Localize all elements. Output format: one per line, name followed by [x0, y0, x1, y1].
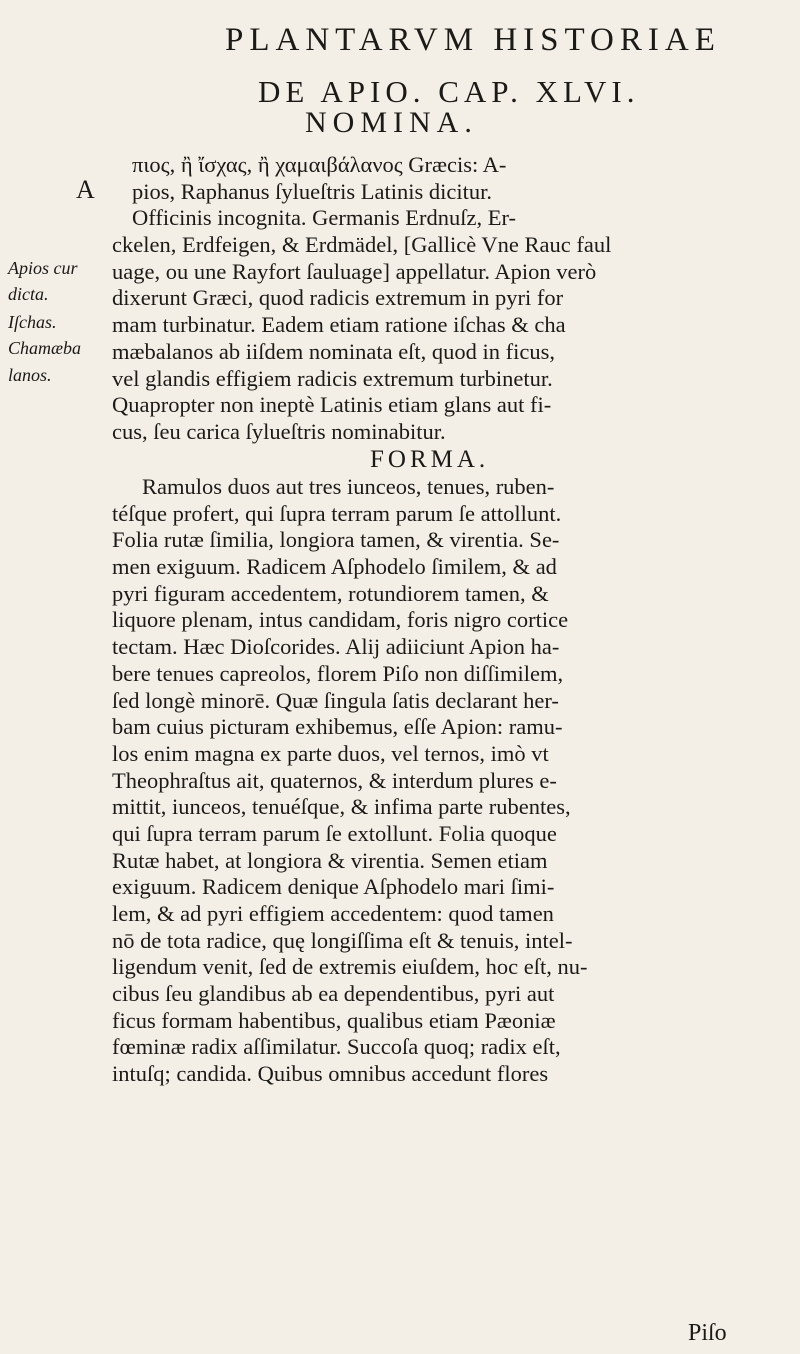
text-line: mittit, iunceos, tenuéſque, & infima parte rubentes,: [112, 794, 571, 820]
margin-note: Iſchas.: [8, 312, 57, 332]
chapter-heading: DE APIO. CAP. XLVI.: [258, 74, 640, 109]
text-line: qui ſupra terram parum ſe extollunt. Folia quoque: [112, 820, 557, 846]
text-line: men exiguum. Radicem Aſphodelo ſimilem, & ad: [112, 554, 557, 580]
catchword: Piſo: [688, 1320, 727, 1346]
text-line: uage, ou une Rayfort ſauluage] appellatur. Apion verò: [112, 258, 597, 284]
text-line: Theophraſtus ait, quaternos, & interdum plures e-: [112, 767, 557, 793]
text-line: intuſq; candida. Quibus omnibus accedunt flores: [112, 1061, 549, 1087]
margin-note: Chamæba: [8, 338, 82, 358]
text-line: Folia rutæ ſimilia, longiora tamen, & virentia. Se-: [112, 527, 560, 553]
text-line: mam turbinatur. Eadem etiam ratione iſchas & cha: [112, 312, 566, 338]
text-line: ficus formam habentibus, qualibus etiam Pæoniæ: [112, 1007, 556, 1033]
text-line: bere tenues capreolos, florem Piſo non diſſimilem,: [112, 660, 564, 686]
text-line: liquore plenam, intus candidam, foris nigro cortice: [112, 607, 569, 633]
text-line: ligendum venit, ſed de extremis eiuſdem, hoc eſt, nu-: [112, 954, 588, 980]
nomina-paragraph: [112, 152, 792, 446]
text-line: ckelen, Erdfeigen, & Erdmädel, [Gallicè Vne Rauc faul: [112, 232, 612, 258]
text-line: dixerunt Græci, quod radicis extremum in pyri for: [112, 285, 564, 311]
text-line: πιος, ἢ ἴσχας, ἢ χαμαιβάλανος Græcis: A-: [132, 152, 507, 177]
text-line: bam cuius picturam exhibemus, eſſe Apion: ramu-: [112, 714, 563, 740]
running-title: PLANTARVM HISTORIAE: [225, 22, 721, 58]
text-line: ſed longè minorē. Quæ ſingula ſatis declarant her-: [112, 687, 559, 713]
text-line: cibus ſeu glandibus ab ea dependentibus, pyri aut: [112, 981, 555, 1007]
text-line: mæbalanos ab iiſdem nominata eſt, quod in ficus,: [112, 338, 556, 364]
text-line: vel glandis effigiem radicis extremum turbinetur.: [112, 365, 553, 391]
text-line: pios, Raphanus ſylueſtris Latinis dicitur.: [132, 178, 492, 204]
text-line: lem, & ad pyri effigiem accedentem: quod tamen: [112, 901, 554, 926]
text-line: exiguum. Radicem denique Aſphodelo mari ſimi-: [112, 874, 555, 900]
text-line: Ramulos duos aut tres iunceos, tenues, ruben-: [142, 474, 555, 499]
forma-paragraph: [112, 474, 792, 1088]
margin-note: Apios cur: [8, 258, 78, 278]
text-line: nō de tota radice, quę longiſſima eſt & tenuis, intel-: [112, 927, 573, 953]
section-heading-nomina: NOMINA.: [305, 106, 478, 139]
margin-note: dicta.: [8, 284, 49, 304]
margin-note: lanos.: [8, 365, 52, 385]
text-line: cus, ſeu carica ſylueſtris nominabitur.: [112, 418, 446, 444]
text-line: Rutæ habet, at longiora & virentia. Semen etiam: [112, 847, 548, 873]
text-line: Quapropter non ineptè Latinis etiam glans aut fi-: [112, 392, 552, 418]
text-line: tectam. Hæc Dioſcorides. Alij adiiciunt Apion ha-: [112, 634, 560, 660]
text-line: fœminæ radix aſſimilatur. Succoſa quoq; radix eſt,: [112, 1034, 561, 1060]
text-line: Officinis incognita. Germanis Erdnuſz, Er-: [132, 205, 517, 231]
drop-letter: A: [76, 175, 95, 204]
text-line: pyri figuram accedentem, rotundiorem tamen, &: [112, 580, 549, 606]
section-heading-forma: FORMA.: [370, 446, 490, 473]
text-line: téſque profert, qui ſupra terram parum ſe attollunt.: [112, 500, 562, 526]
text-line: los enim magna ex parte duos, vel ternos, imò vt: [112, 740, 549, 766]
